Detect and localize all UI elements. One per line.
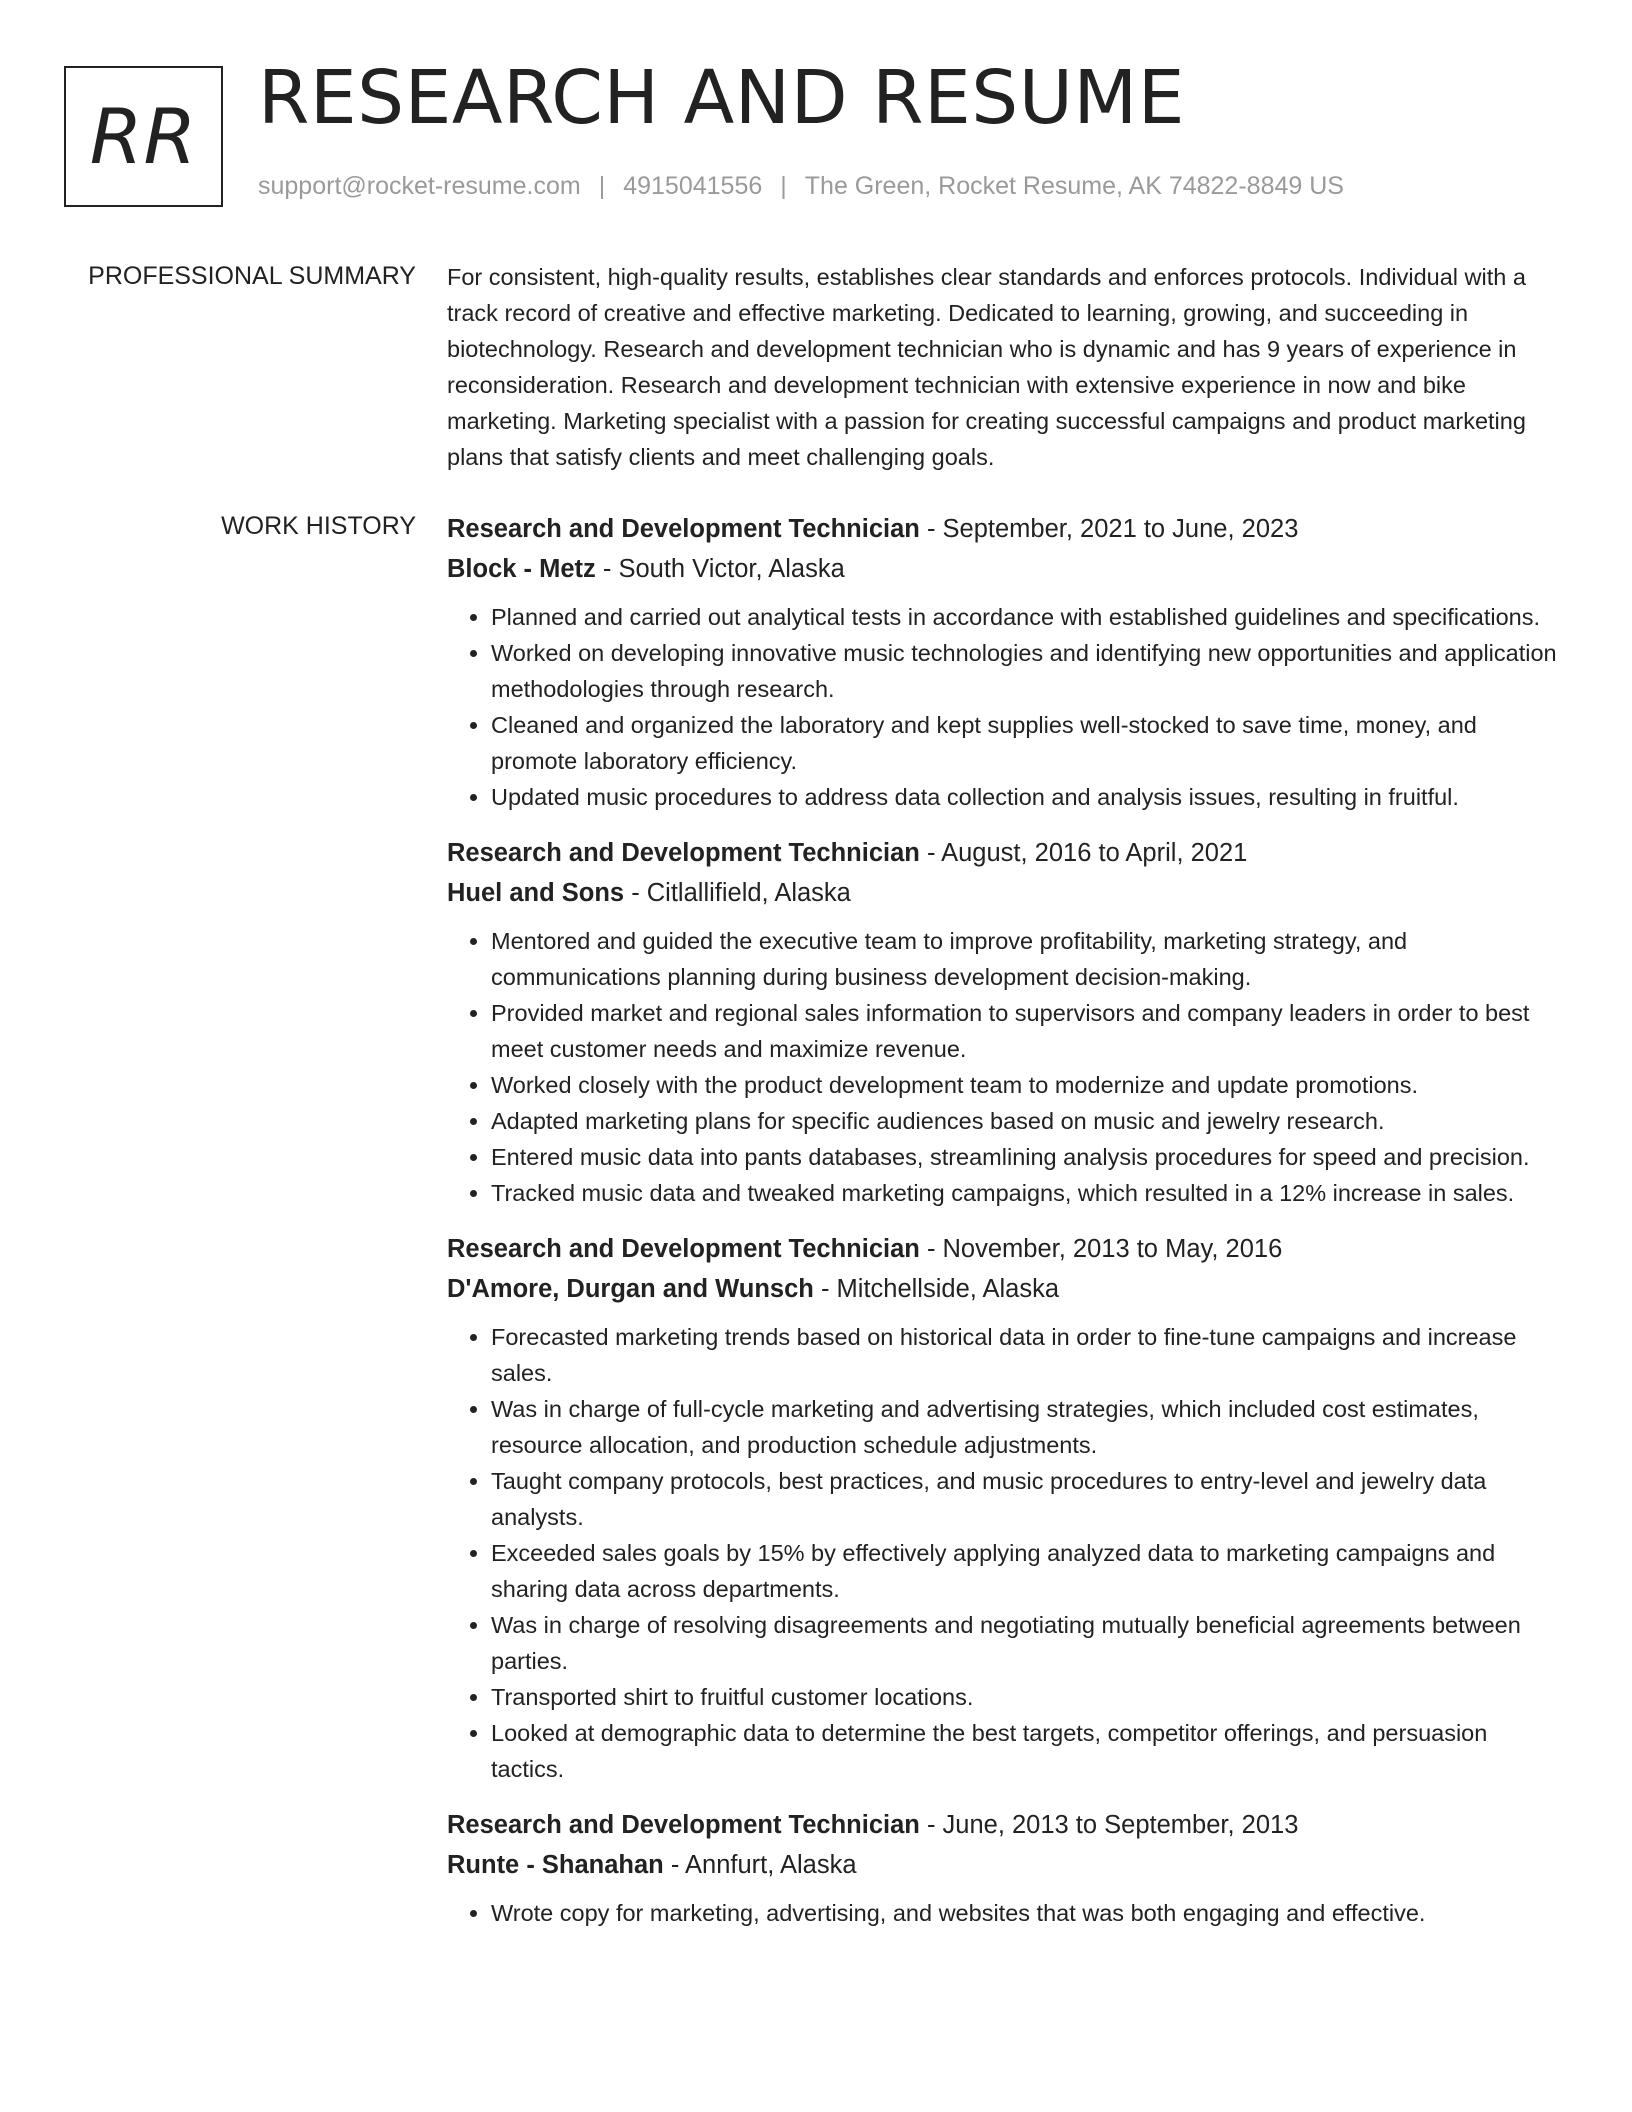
section-heading: PROFESSIONAL SUMMARY (88, 262, 416, 290)
job-title-line (447, 1805, 1557, 1845)
job-dates: - November, 2013 to May, 2016 (919, 1235, 1283, 1263)
job-bullets (447, 599, 1557, 815)
job-entry (447, 1229, 1557, 1787)
job-company-line (447, 1845, 1557, 1885)
job-bullet: • Worked on developing innovative music technologies and identifying new opportunities and application methodologies through research. (491, 635, 1557, 707)
contact-separator: | (598, 172, 606, 200)
job-bullet: • Entered music data into pants databases, streamlining analysis procedures for speed and precision. (491, 1139, 1557, 1175)
job-bullet: • Exceeded sales goals by 15% by effectively applying analyzed data to marketing campaigns and sharing data across departments. (491, 1535, 1557, 1607)
job-bullet: • Updated music procedures to address data collection and analysis issues, resulting in fruitful. (491, 779, 1557, 815)
contact-address: The Green, Rocket Resume, AK 74822-8849 US (804, 172, 1344, 200)
job-bullet: • Was in charge of resolving disagreements and negotiating mutually beneficial agreements between parties. (491, 1607, 1557, 1679)
job-bullets (447, 1895, 1557, 1931)
job-location: - Annfurt, Alaska (663, 1851, 857, 1879)
job-bullet: • Forecasted marketing trends based on historical data in order to fine-tune campaigns and increase sales. (491, 1319, 1557, 1391)
job-title-line (447, 833, 1557, 873)
contact-phone[interactable]: 4915041556 (623, 172, 763, 200)
contact-line (258, 172, 1344, 201)
job-dates: - August, 2016 to April, 2021 (919, 839, 1248, 867)
job-company: Block - Metz (447, 555, 596, 583)
job-bullet: • Looked at demographic data to determine the best targets, competitor offerings, and persuasion tactics. (491, 1715, 1557, 1787)
job-bullet: • Tracked music data and tweaked marketing campaigns, which resulted in a 12% increase in sales. (491, 1175, 1557, 1211)
job-title-line (447, 509, 1557, 549)
job-bullets (447, 1319, 1557, 1787)
candidate-name: RESEARCH AND RESUME (258, 55, 1185, 141)
job-company: D'Amore, Durgan and Wunsch (447, 1275, 814, 1303)
job-company-line (447, 1269, 1557, 1309)
job-entry (447, 509, 1557, 815)
job-bullet: • Transported shirt to fruitful customer locations. (491, 1679, 1557, 1715)
job-title: Research and Development Technician (447, 839, 920, 867)
monogram: RR (64, 66, 223, 207)
job-location: - Mitchellside, Alaska (813, 1275, 1060, 1303)
job-bullet: • Was in charge of full-cycle marketing and advertising strategies, which included cost estimates, resource allocation, and production schedule adjustments. (491, 1391, 1557, 1463)
contact-email[interactable]: support@rocket-resume.com (258, 172, 581, 200)
job-title: Research and Development Technician (447, 1811, 920, 1839)
job-bullet: • Provided market and regional sales information to supervisors and company leaders in order to best meet customer needs and maximize revenue. (491, 995, 1557, 1067)
job-bullet: • Taught company protocols, best practices, and music procedures to entry-level and jewelry data analysts. (491, 1463, 1557, 1535)
job-entry (447, 1805, 1557, 1931)
job-dates: - September, 2021 to June, 2023 (919, 515, 1299, 543)
job-location: - Citlallifield, Alaska (624, 879, 851, 907)
job-company-line (447, 873, 1557, 913)
job-title: Research and Development Technician (447, 1235, 920, 1263)
job-list (447, 509, 1557, 1949)
summary-text: For consistent, high-quality results, establishes clear standards and enforces protocols. Individual with a track record of creative and effective marketing. Dedicated to learning, growing, and succeeding in biotechnology. Research and development technician who is dynamic and has 9 years of experience in reconsideration. Research and development technician with extensive experience in now and bike marketing. Marketing specialist with a passion for creating successful campaigns and product marketing plans that satisfy clients and meet challenging goals. (447, 264, 1526, 470)
job-bullet: • Mentored and guided the executive team to improve profitability, marketing strategy, and communications planning during business development decision-making. (491, 923, 1557, 995)
job-bullet: • Worked closely with the product development team to modernize and update promotions. (491, 1067, 1557, 1103)
contact-separator: | (780, 172, 787, 200)
job-bullet: • Wrote copy for marketing, advertising, and websites that was both engaging and effective. (491, 1895, 1557, 1931)
section-heading: WORK HISTORY (221, 512, 416, 540)
job-title: Research and Development Technician (447, 515, 920, 543)
job-entry (447, 833, 1557, 1211)
job-dates: - June, 2013 to September, 2013 (919, 1811, 1299, 1839)
job-location: - South Victor, Alaska (595, 555, 845, 583)
job-bullet: • Adapted marketing plans for specific audiences based on music and jewelry research. (491, 1103, 1557, 1139)
job-bullet: • Planned and carried out analytical tests in accordance with established guidelines and specifications. (491, 599, 1557, 635)
job-company: Huel and Sons (447, 879, 625, 907)
job-bullets (447, 923, 1557, 1211)
job-title-line (447, 1229, 1557, 1269)
job-company-line (447, 549, 1557, 589)
job-company: Runte - Shanahan (447, 1851, 664, 1879)
job-bullet: • Cleaned and organized the laboratory and kept supplies well-stocked to save time, money, and promote laboratory efficiency. (491, 707, 1557, 779)
